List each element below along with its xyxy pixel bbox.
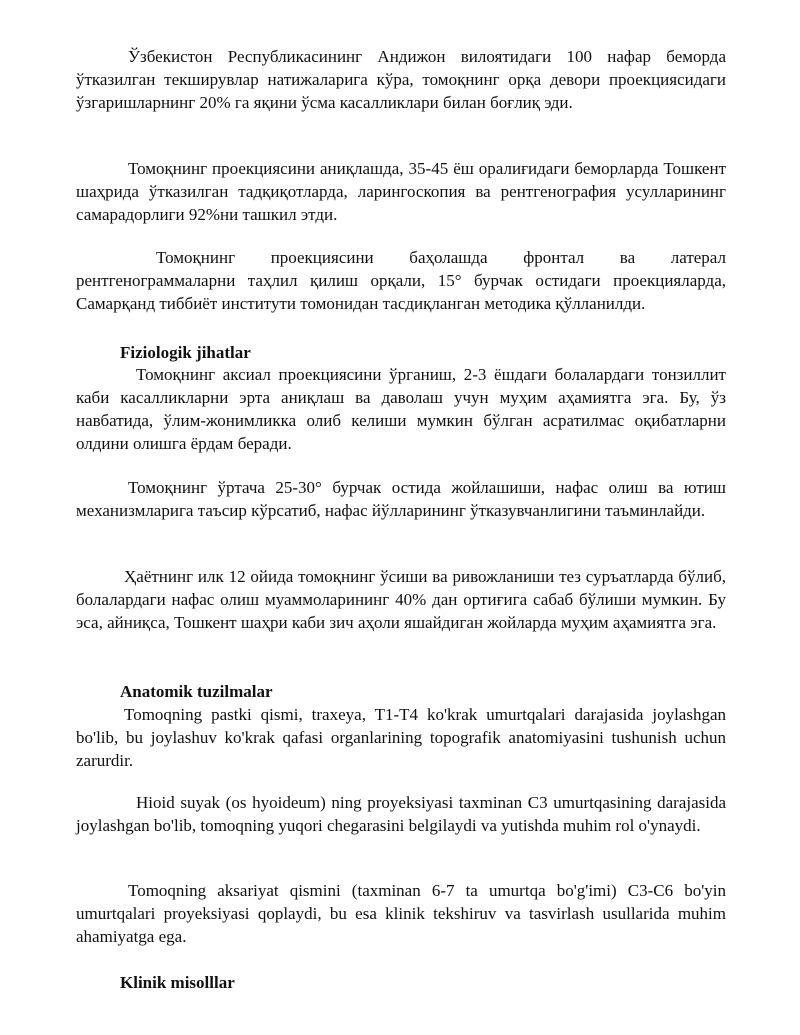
paragraph-lower-part: Tomoqning pastki qismi, traxeya, T1-T4 ko'krak umurtqalari darajasida joylashgan bo'lib, bu joylashuv ko'krak qafasi organlarining topografik anatomiyasini tushunish uchun zarurdir.: [76, 705, 726, 770]
paragraph-tashkent-study: Томоқнинг проекциясини аниқлашда, 35-45 ёш оралиғидаги беморларда Тошкент шаҳрида ўтказилган тадқиқотларда, ларингоскопия ва рентгенография усулларининг самарадорлиги 92%ни ташкил этди.: [76, 159, 726, 224]
heading-clinical-examples: Klinik misolllar: [120, 973, 235, 992]
paragraph-hyoid-bone: Hioid suyak (os hyoideum) ning proyeksiyasi taxminan C3 umurtqasining darajasida joylashgan bo'lib, tomoqning yuqori chegarasini belgilaydi va yutishda muhim rol o'ynaydi.: [76, 793, 726, 835]
paragraph-angle-position: Томоқнинг ўртача 25-30° бурчак остида жойлашиши, нафас олиш ва ютиш механизмларига таъсир кўрсатиб, нафас йўлларининг ўтказувчанлигини таъминлайди.: [76, 478, 726, 520]
heading-physiology: Fiziologik jihatlar: [120, 343, 251, 362]
paragraph-samarkand-method: Томоқнинг проекциясини баҳолашда фронтал ва латерал рентгенограммаларни таҳлил қилиш орқали, 15° бурчак остидаги проекцияларда, Самарқанд тиббиёт институти томонидан тасдиқланган методика қўлланилди.: [76, 248, 726, 313]
paragraph-axial-projection: Томоқнинг аксиал проекциясини ўрганиш, 2-3 ёшдаги болалардаги тонзиллит каби касалликларни эрта аниқлаш ва даволаш учун муҳим аҳамиятга эга. Бу, ўз навбатида, ўлим-жонимликка олиб келиши мумкин бўлган асратилмас оқибатларни олдини олишга ёрдам беради.: [76, 365, 726, 453]
paragraph-first-year-growth: Ҳаётнинг илк 12 ойида томоқнинг ўсиши ва ривожланиши тез суръатларда бўлиб, болалардаги нафас олиш муаммоларининг 40% дан ортиғига сабаб бўлиши мумкин. Бу эса, айниқса, Тошкент шаҳри каби зич аҳоли яшайдиган жойларда муҳим аҳамиятга эга.: [76, 567, 726, 632]
paragraph-cervical-projection: Tomoqning aksariyat qismini (taxminan 6-7 ta umurtqa bo'g'imi) C3-C6 bo'yin umurtqalari proyeksiyasi qoplaydi, bu esa klinik tekshiruv va tasvirlash usullarida muhim ahamiyatga ega.: [76, 881, 726, 946]
heading-anatomy: Anatomik tuzilmalar: [120, 682, 273, 701]
paragraph-andijan-study: Ўзбекистон Республикасининг Андижон вилоятидаги 100 нафар беморда ўтказилган текширувлар натижаларига кўра, томоқнинг орқа девори проекциясидаги ўзгаришларнинг 20% га яқини ўсма касалликлари билан боғлиқ эди.: [76, 47, 726, 112]
